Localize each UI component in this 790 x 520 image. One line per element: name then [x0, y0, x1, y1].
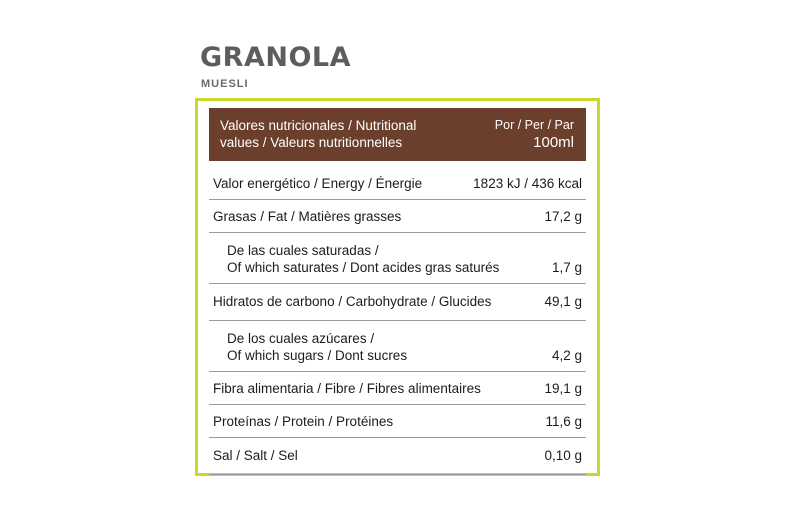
header-label-line2: values / Valeurs nutritionnelles	[220, 135, 403, 150]
row-energy	[209, 167, 586, 200]
row-value: 49,1 g	[544, 294, 582, 309]
row-carbohydrate	[209, 284, 586, 321]
row-name	[227, 242, 499, 276]
row-salt	[209, 438, 586, 475]
row-value: 0,10 g	[544, 448, 582, 463]
product-title: GRANOLA	[200, 42, 351, 73]
row-name-line2: Of which sugars / Dont sucres	[227, 348, 408, 363]
header-per-unit: 100ml	[533, 134, 574, 151]
header-per	[495, 117, 574, 151]
row-name: Grasas / Fat / Matières grasses	[213, 209, 402, 224]
nutrition-header	[209, 108, 586, 161]
row-value: 1823 kJ / 436 kcal	[473, 176, 582, 191]
header-label-line1: Valores nutricionales / Nutritional	[220, 118, 417, 133]
row-value: 1,7 g	[551, 260, 582, 275]
product-subtitle: MUESLI	[201, 78, 249, 90]
row-name: Fibra alimentaria / Fibre / Fibres alimentaires	[213, 381, 481, 396]
row-fat	[209, 200, 586, 233]
row-value: 19,1 g	[544, 381, 582, 396]
row-name: Proteínas / Protein / Protéines	[213, 414, 394, 429]
row-name-line2: Of which saturates / Dont acides gras saturés	[227, 260, 500, 275]
row-name	[227, 330, 407, 364]
row-value: 17,2 g	[544, 209, 582, 224]
row-saturates	[209, 233, 586, 284]
row-name: Valor energético / Energy / Énergie	[213, 176, 423, 191]
nutrition-rows	[209, 167, 586, 475]
row-name-line1: De las cuales saturadas /	[227, 243, 379, 258]
row-value: 11,6 g	[545, 414, 582, 429]
row-protein	[209, 405, 586, 438]
row-name: Hidratos de carbono / Carbohydrate / Glucides	[213, 294, 492, 309]
row-name: Sal / Salt / Sel	[213, 448, 298, 463]
row-name-line1: De los cuales azúcares /	[227, 331, 375, 346]
row-fibre	[209, 372, 586, 405]
row-value: 4,2 g	[551, 348, 582, 363]
header-per-line1: Por / Per / Par	[494, 118, 574, 132]
row-sugars	[209, 321, 586, 372]
header-label	[220, 117, 416, 151]
nutrition-table	[195, 98, 600, 476]
